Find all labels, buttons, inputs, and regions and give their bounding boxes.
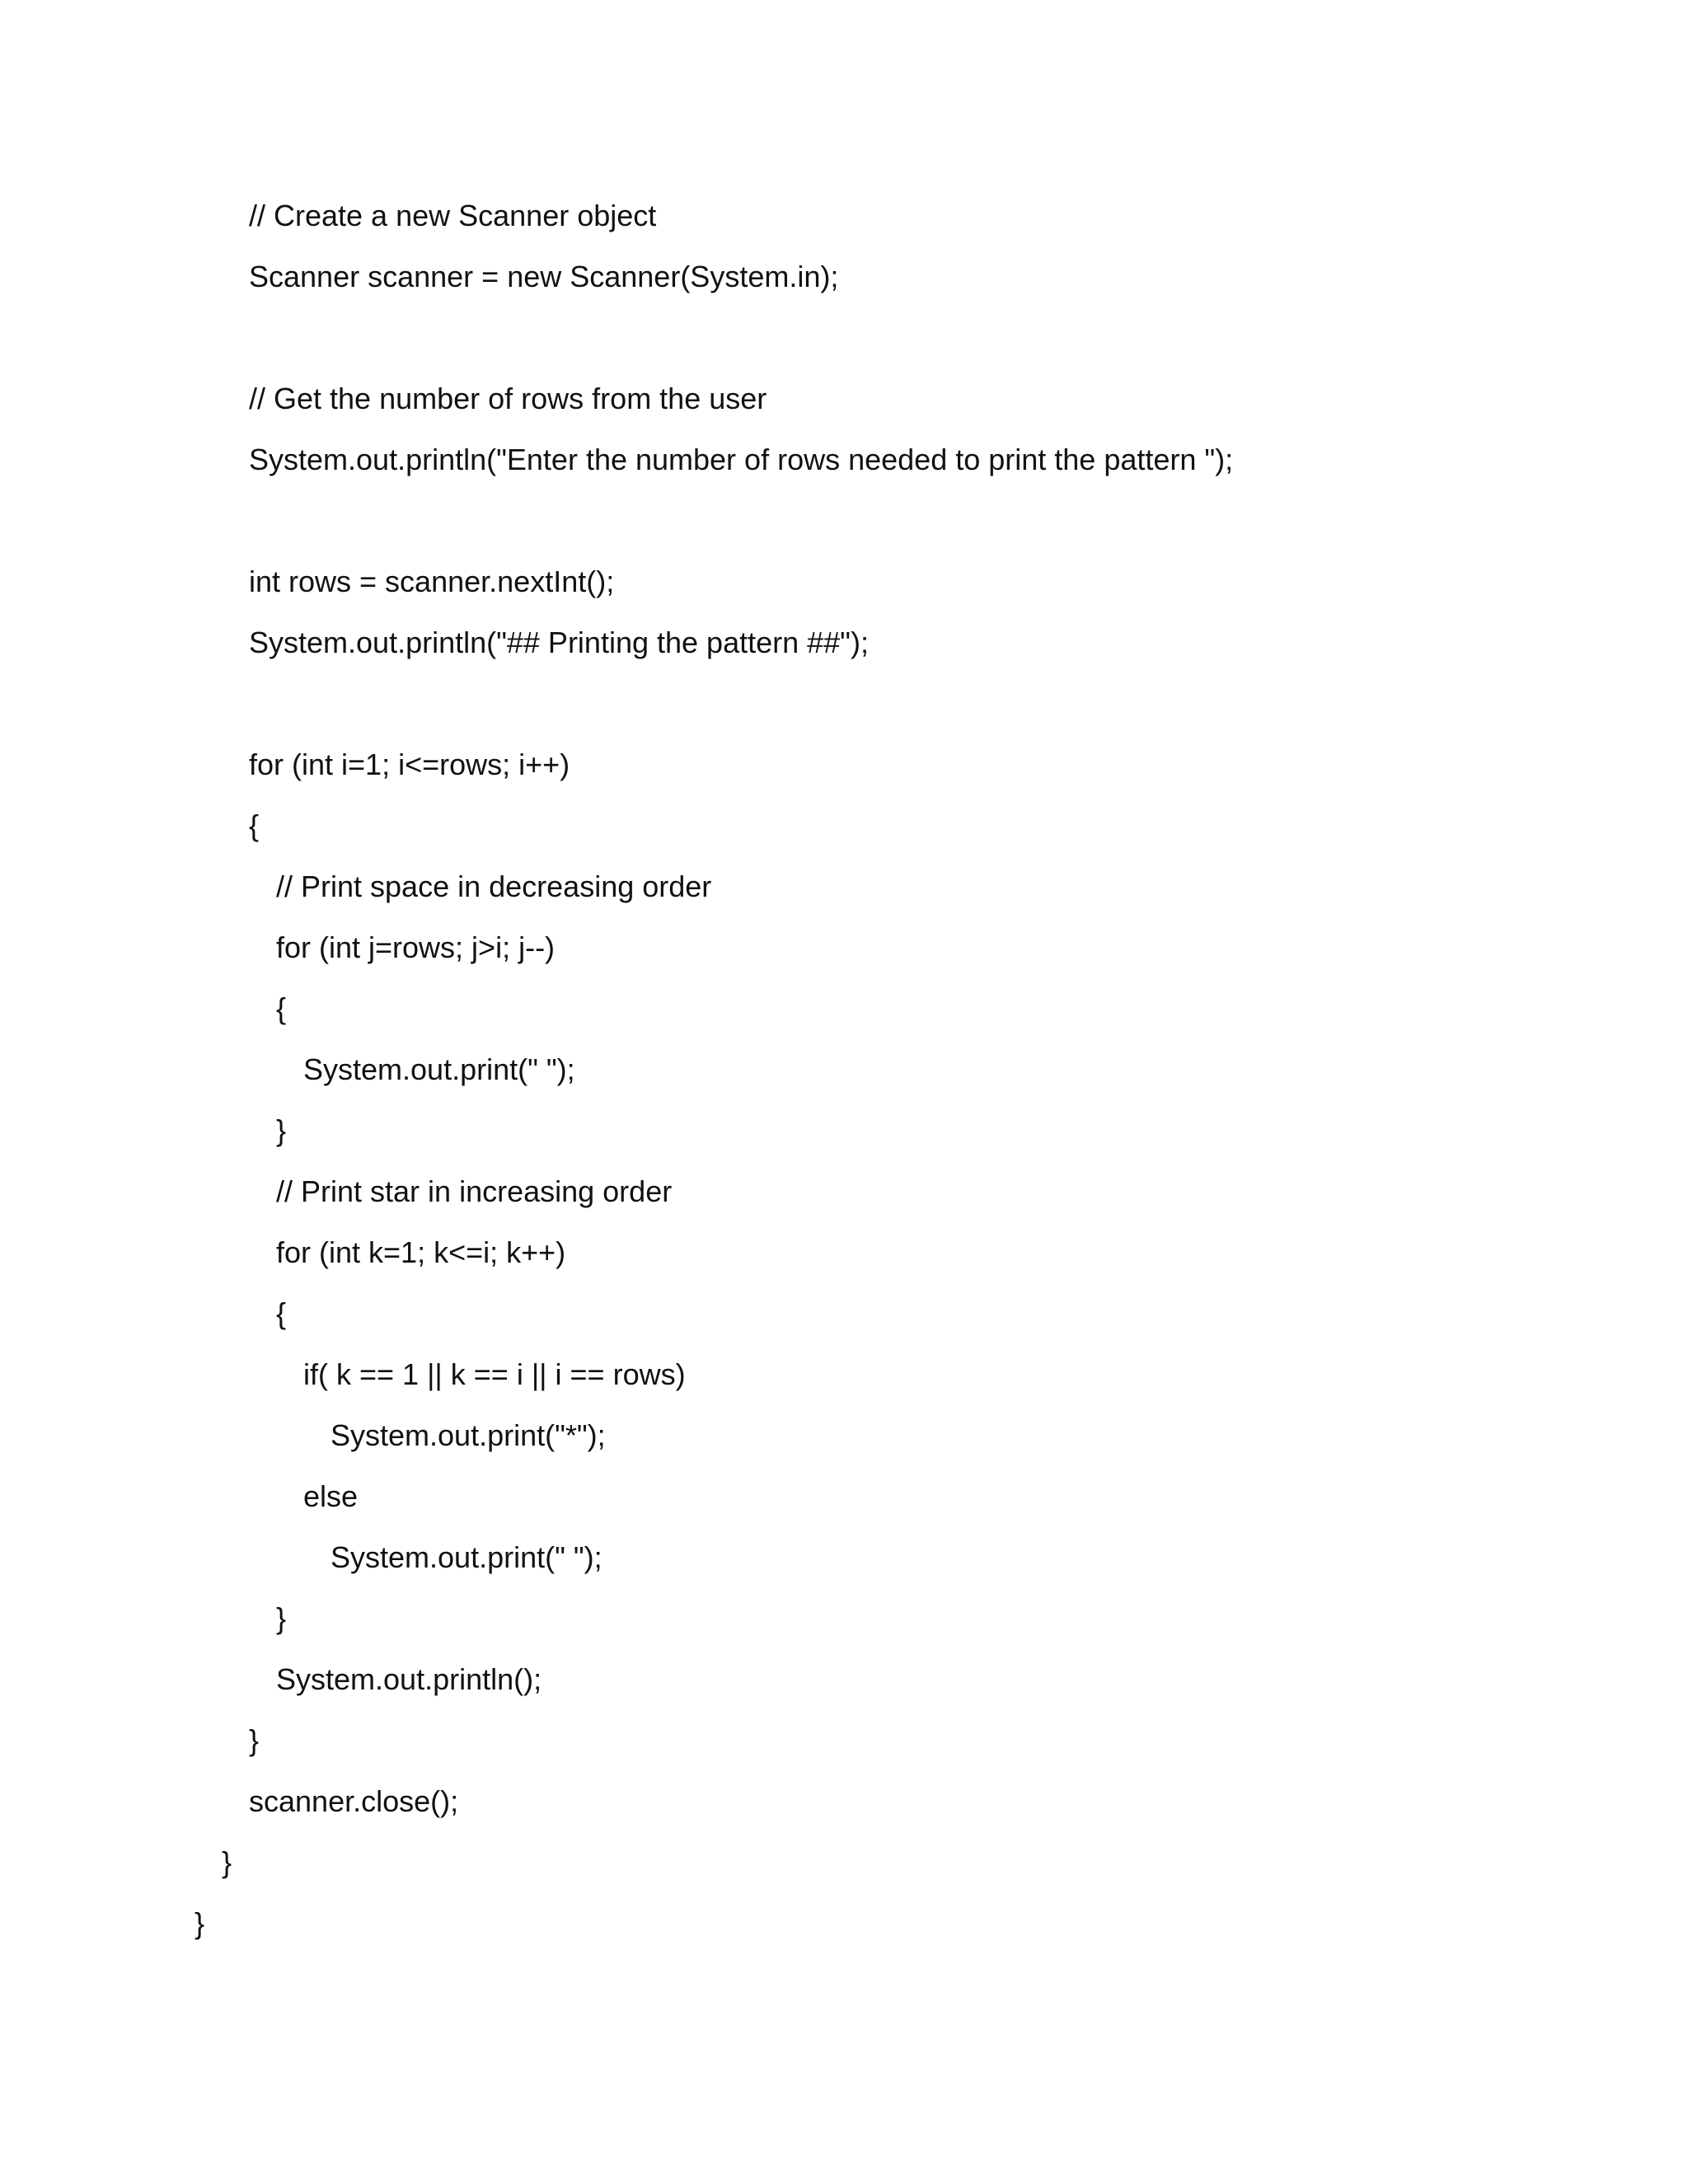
code-line: } [222, 1845, 232, 1879]
code-line: } [276, 1113, 287, 1147]
code-line: System.out.println("Enter the number of rows needed to print the pattern "); [249, 443, 1234, 476]
code-line: scanner.close(); [249, 1784, 459, 1818]
code-line: System.out.print(" "); [303, 1052, 575, 1086]
code-line: { [276, 1296, 287, 1330]
code-line: System.out.println(); [276, 1662, 542, 1696]
code-line: for (int i=1; i<=rows; i++) [249, 748, 570, 781]
code-line: Scanner scanner = new Scanner(System.in); [249, 260, 839, 293]
code-line: System.out.print(" "); [331, 1540, 603, 1574]
code-line: } [195, 1906, 205, 1940]
code-line: // Create a new Scanner object [249, 199, 657, 232]
code-line: else [303, 1479, 359, 1513]
code-line: { [249, 808, 260, 842]
code-line: // Print star in increasing order [276, 1174, 673, 1208]
code-line: // Get the number of rows from the user [249, 382, 767, 415]
code-line: { [276, 991, 287, 1025]
code-line: System.out.println("## Printing the pattern ##"); [249, 626, 869, 659]
code-line: } [276, 1601, 287, 1635]
code-line: for (int j=rows; j>i; j--) [276, 930, 556, 964]
code-line: for (int k=1; k<=i; k++) [276, 1235, 566, 1269]
code-line: System.out.print("*"); [331, 1418, 606, 1452]
code-line: // Print space in decreasing order [276, 869, 712, 903]
code-line: if( k == 1 || k == i || i == rows) [303, 1357, 686, 1391]
code-line: } [249, 1723, 260, 1757]
code-line: int rows = scanner.nextInt(); [249, 565, 615, 598]
